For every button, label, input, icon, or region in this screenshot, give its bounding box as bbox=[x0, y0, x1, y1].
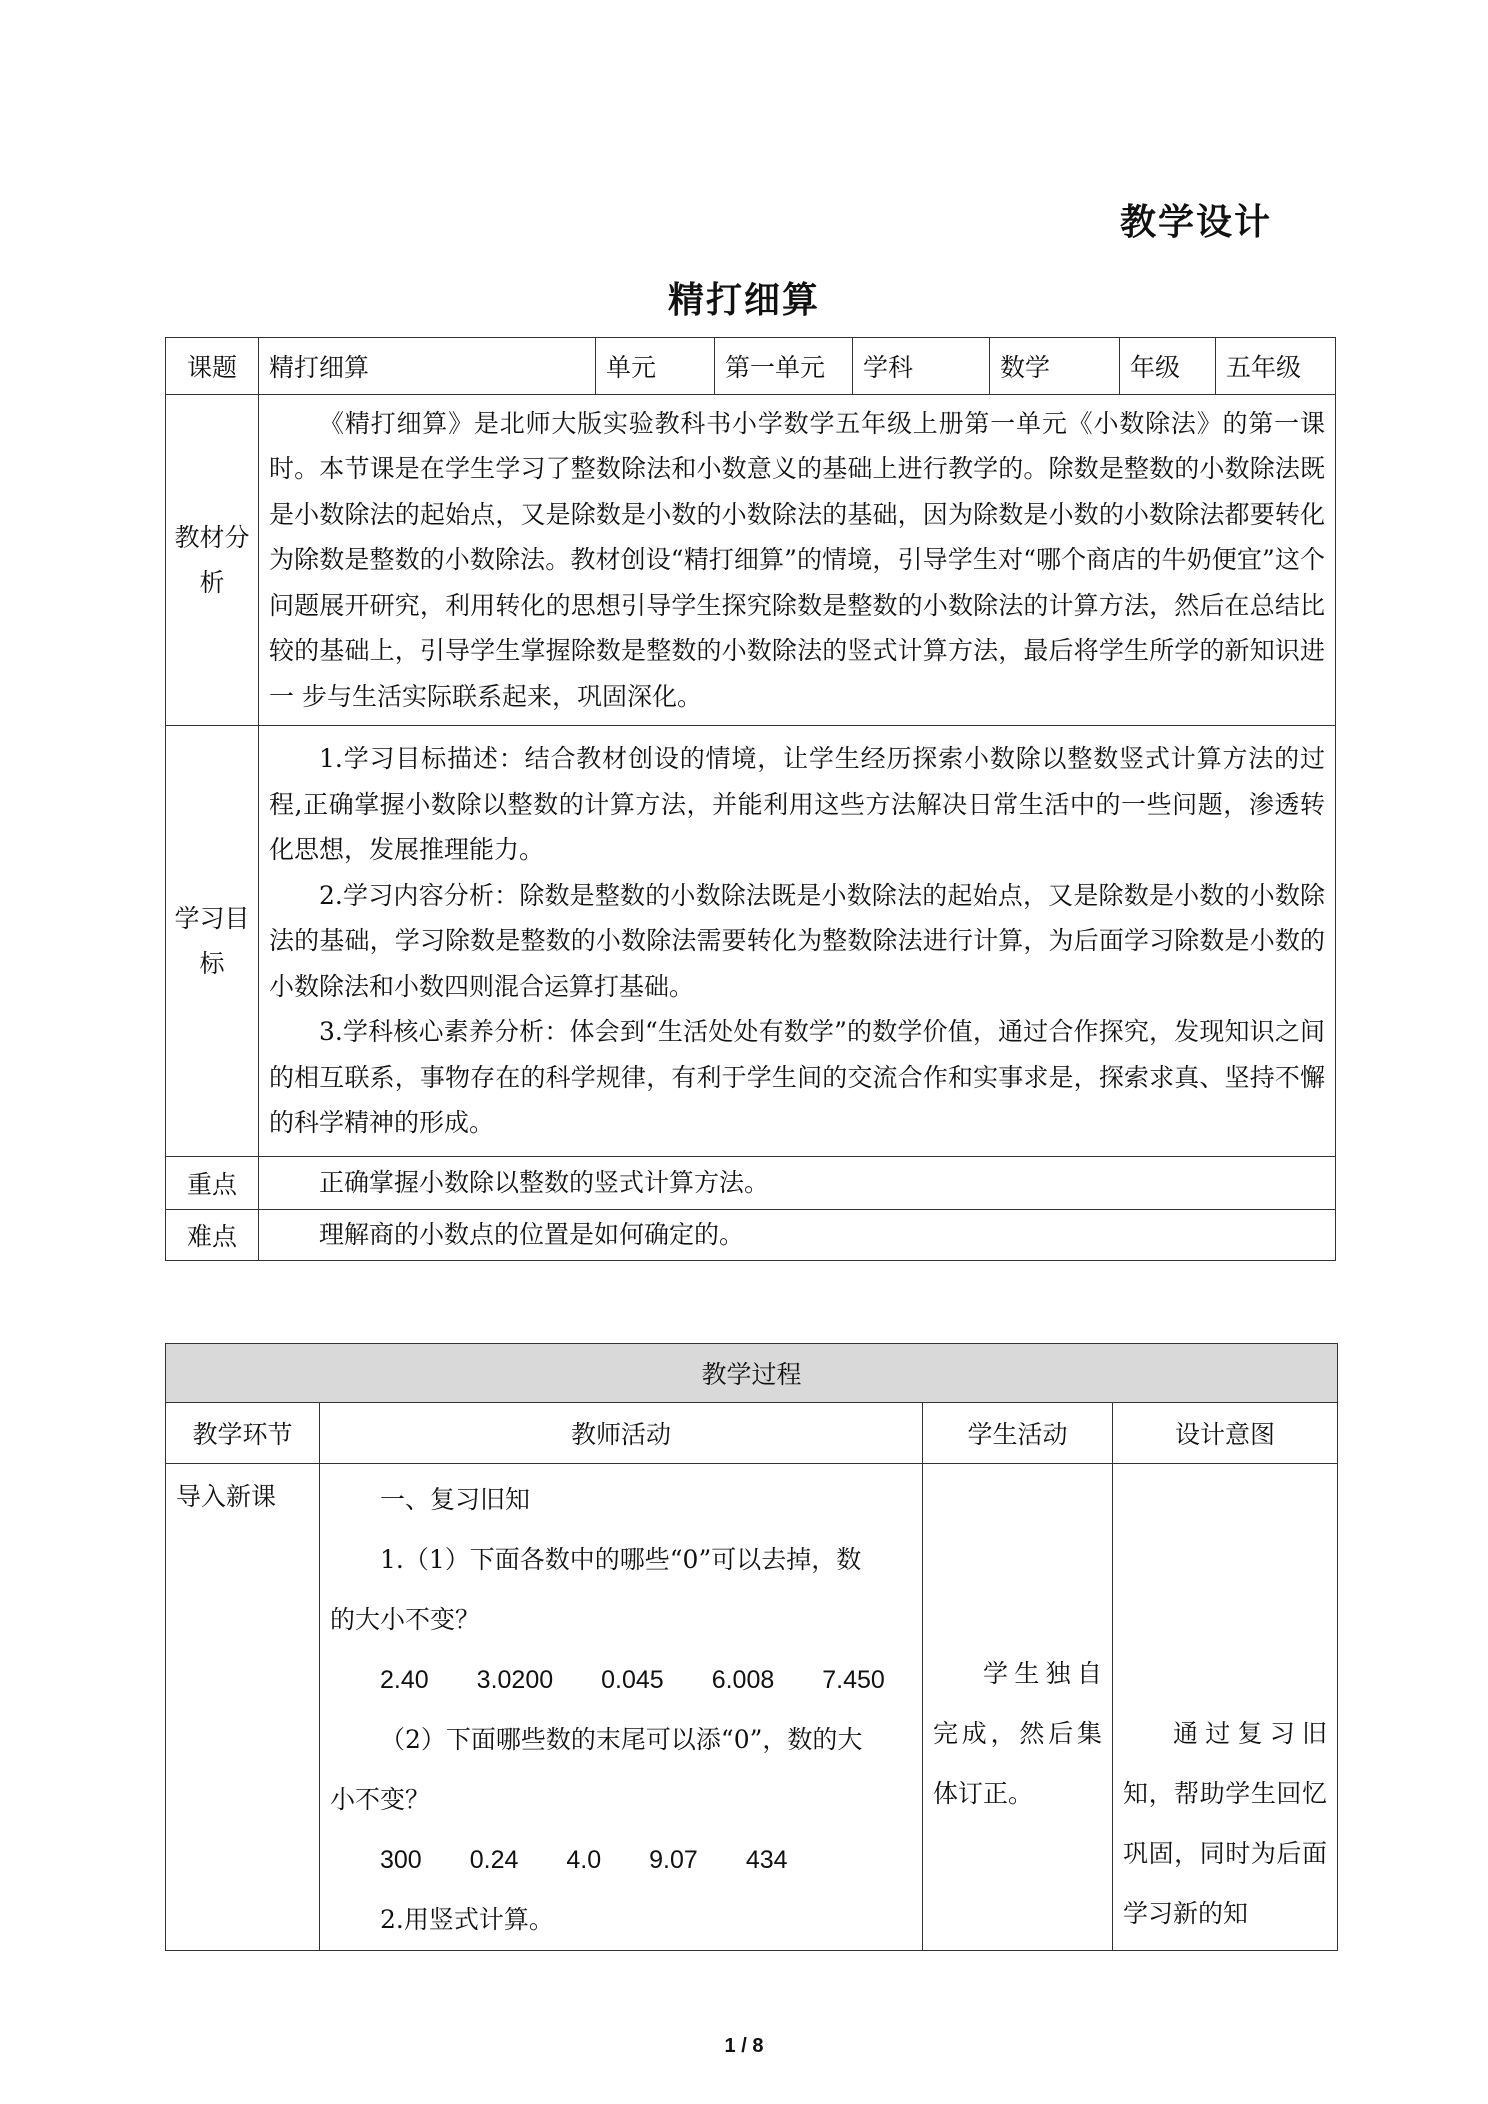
number-item: 300 bbox=[380, 1846, 422, 1874]
lesson-info-table bbox=[165, 337, 1336, 1261]
number-item: 9.07 bbox=[649, 1846, 698, 1874]
goal-item-2: 2.学习内容分析：除数是整数的小数除法既是小数除法的起始点，又是除数是小数的小数除法的基础，学习除数是整数的小数除法需要转化为整数除法进行计算，为后面学习除数是小数的小数除法和小数四则混合运算打基础。 bbox=[269, 880, 1325, 1001]
topic-label: 课题 bbox=[166, 338, 259, 395]
analysis-text: 《精打细算》是北师大版实验教科书小学数学五年级上册第一单元《小数除法》的第一课时。本节课是在学生学习了整数除法和小数意义的基础上进行教学的。除数是整数的小数除法既是小数除法的起始点，又是除数是小数的小数除法的基础，因为除数是小数的小数除法都要转化为除数是整数的小数除法。教材创设“精打细算”的情境，引导学生对“哪个商店的牛奶便宜”这个问题展开研究，利用转化的思想引导学生探究除数是整数的小数除法的计算方法，然后在总结比较的基础上，引导学生掌握除数是整数的小数除法的竖式计算方法，最后将学生所学的新知识进一 步与生活实际联系起来，巩固深化。 bbox=[269, 408, 1325, 711]
document-type-heading: 教学设计 bbox=[1119, 202, 1272, 243]
number-item: 3.0200 bbox=[476, 1666, 554, 1694]
goal-item-1: 1.学习目标描述：结合教材创设的情境，让学生经历探索小数除以整数竖式计算方法的过程,正确掌握小数除以整数的计算方法，并能利用这些方法解决日常生活中的一些问题，渗透转化思想，发展推理能力。 bbox=[269, 744, 1325, 865]
number-list-1 bbox=[330, 1650, 912, 1710]
analysis-label: 教材分析 bbox=[166, 395, 259, 726]
number-item: 4.0 bbox=[566, 1846, 602, 1874]
col-intent-header: 设计意图 bbox=[1113, 1403, 1338, 1464]
question-1-line-a: 1.（1）下面各数中的哪些“0”可以去掉，数 bbox=[380, 1545, 862, 1574]
number-list-2 bbox=[330, 1830, 912, 1890]
review-heading: 一、复习旧知 bbox=[380, 1485, 531, 1514]
col-stage-header: 教学环节 bbox=[166, 1403, 320, 1464]
grade-value: 五年级 bbox=[1216, 338, 1336, 395]
goal-item-3: 3.学科核心素养分析：体会到“生活处处有数学”的数学价值，通过合作探究，发现知识之间的相互联系，事物存在的科学规律，有利于学生间的交流合作和实事求是，探索求真、坚持不懈的科学精神的形成。 bbox=[269, 1017, 1325, 1138]
question-2-line-a: （2）下面哪些数的末尾可以添“0”，数的大 bbox=[380, 1725, 863, 1754]
unit-value: 第一单元 bbox=[715, 338, 853, 395]
subject-value: 数学 bbox=[990, 338, 1120, 395]
question-2-line-b: 小不变？ bbox=[330, 1785, 431, 1814]
number-item: 0.24 bbox=[469, 1846, 519, 1874]
question-3-line: 2.用竖式计算。 bbox=[380, 1905, 554, 1934]
teaching-process-table bbox=[165, 1343, 1338, 1951]
lesson-title: 精打细算 bbox=[667, 280, 820, 321]
number-item: 6.008 bbox=[711, 1666, 775, 1694]
goal-label: 学习目标 bbox=[166, 726, 259, 1157]
unit-label: 单元 bbox=[596, 338, 715, 395]
number-item: 7.450 bbox=[822, 1666, 885, 1694]
col-teacher-header: 教师活动 bbox=[320, 1403, 923, 1464]
stage-name: 导入新课 bbox=[166, 1464, 320, 1951]
number-item: 2.40 bbox=[380, 1666, 429, 1694]
question-1-line-b: 的大小不变？ bbox=[330, 1605, 481, 1634]
col-student-header: 学生活动 bbox=[923, 1403, 1113, 1464]
number-item: 434 bbox=[745, 1846, 788, 1874]
key-point-label: 重点 bbox=[166, 1157, 259, 1210]
teacher-activity bbox=[320, 1464, 923, 1951]
subject-label: 学科 bbox=[853, 338, 990, 395]
grade-label: 年级 bbox=[1120, 338, 1216, 395]
process-title: 教学过程 bbox=[166, 1344, 1338, 1403]
student-activity: 学生独自完成，然后集体订正。 bbox=[933, 1659, 1102, 1808]
key-point-text: 正确掌握小数除以整数的竖式计算方法。 bbox=[319, 1168, 770, 1197]
number-item: 0.045 bbox=[601, 1666, 664, 1694]
topic-value: 精打细算 bbox=[259, 338, 596, 395]
page-number: 1 / 8 bbox=[724, 2035, 764, 2057]
difficulty-text: 理解商的小数点的位置是如何确定的。 bbox=[319, 1220, 745, 1249]
design-intent: 通过复习旧知，帮助学生回忆巩固，同时为后面学习新的知 bbox=[1123, 1719, 1328, 1928]
difficulty-label: 难点 bbox=[166, 1210, 259, 1261]
